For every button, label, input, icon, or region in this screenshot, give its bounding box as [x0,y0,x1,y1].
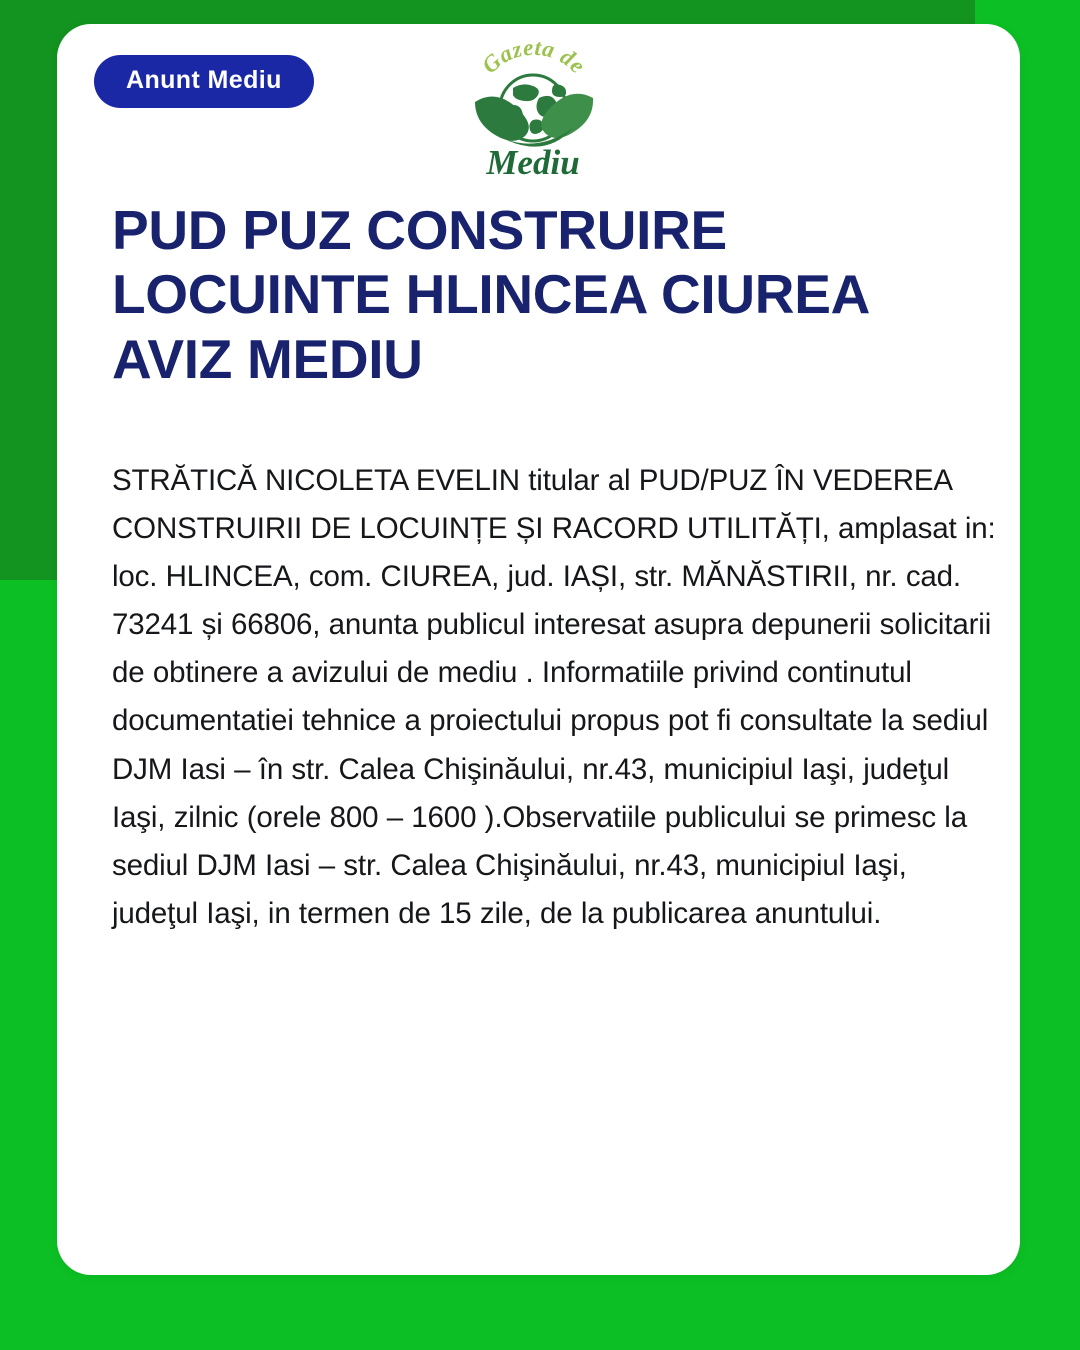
page-title: PUD PUZ CONSTRUIRE LOCUINTE HLINCEA CIUREA AVIZ MEDIU [112,199,868,390]
gazeta-de-mediu-logo [461,36,606,181]
announcement-card [57,24,1020,1275]
category-badge[interactable]: Anunt Mediu [94,55,314,108]
announcement-body-text: STRĂTICĂ NICOLETA EVELIN titular al PUD/PUZ ÎN VEDEREA CONSTRUIRII DE LOCUINȚE ȘI RACORD UTILITĂȚI, amplasat in: loc. HLINCEA, com. CIUREA, jud. IAȘI, str. MĂNĂSTIRII, nr. cad. 73241 și 66806, anunta publicul interesat asupra depunerii solicitarii de obtinere a avizului de mediu . Informatiile privind continutul documentatiei tehnice a proiectului propus pot fi consultate la sediul DJM Iasi – în str. Calea Chişinăului, nr.43, municipiul Iaşi, judeţul Iaşi, zilnic (orele 800 – 1600 ).Observatiile publicului se primesc la sediul DJM Iasi – str. Calea Chişinăului, nr.43, municipiul Iaşi, judeţul Iaşi, in termen de 15 zile, de la publicarea anuntului. [112,464,996,930]
card-header [57,24,1020,181]
svg-text:Mediu: Mediu [486,143,580,181]
svg-text:Gazeta de: Gazeta de [477,36,591,79]
